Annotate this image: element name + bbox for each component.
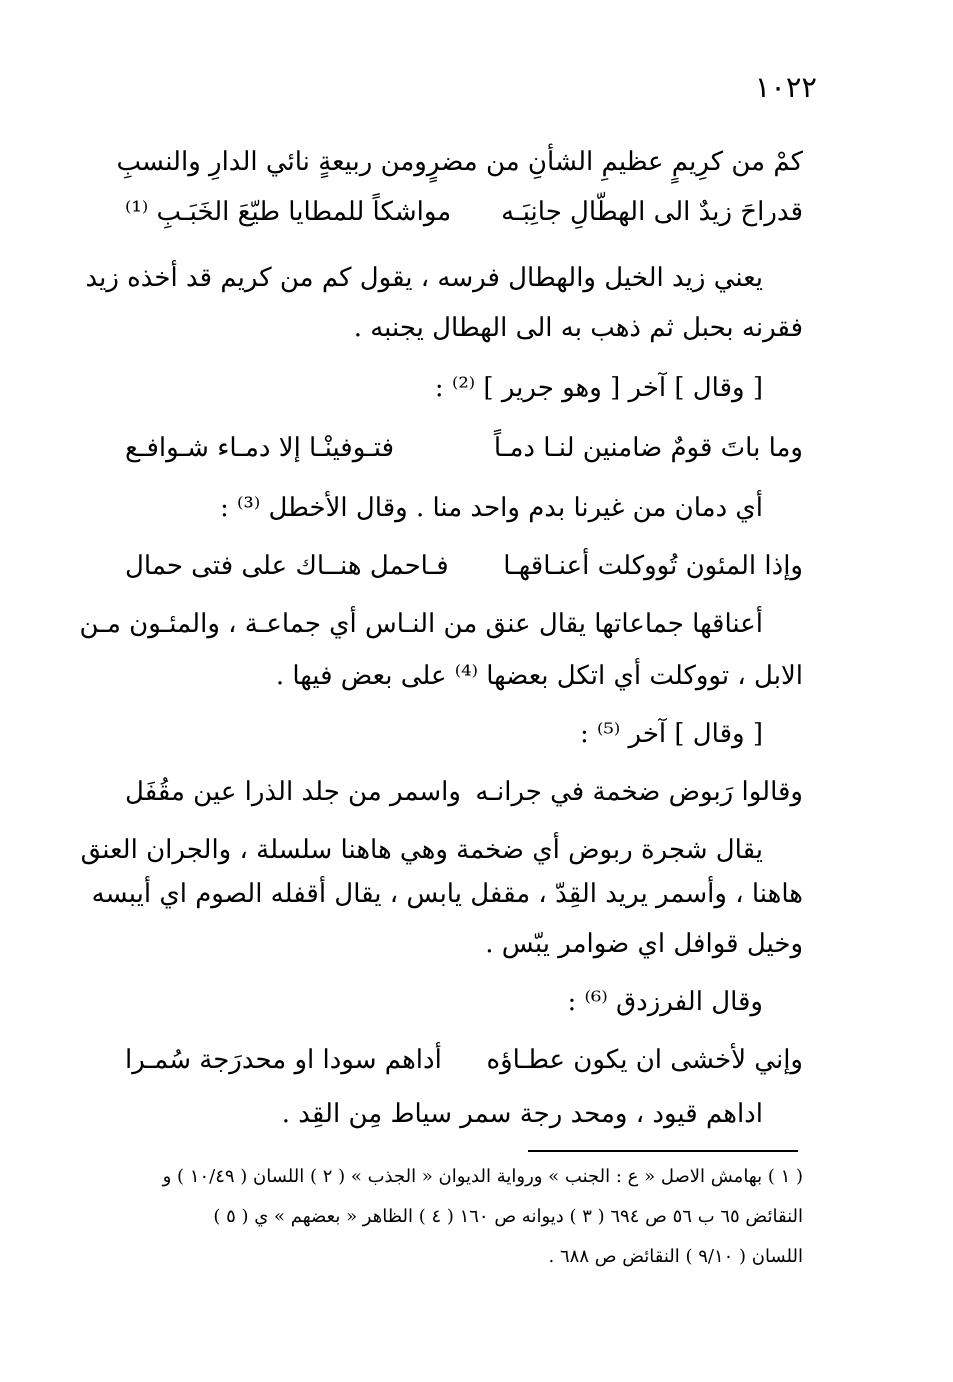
verse-second-hemistich: ومن ربيعةٍ نائي الدارِ والنسبِ [116, 147, 427, 177]
poem-intro: [ وقال ] آخر [ وهو جرير ] ⁽²⁾ : [434, 373, 763, 403]
footnote-divider [528, 1150, 798, 1152]
verse-line [125, 546, 803, 586]
commentary-line: وخيل قوافل اي ضوامر يبّس . [485, 929, 803, 959]
verse-first-hemistich: كمْ من كرِيمٍ عظيمِ الشأنِ من مضرٍ [426, 147, 803, 177]
verse-second-hemistich: واسمر من جلد الذرا عين مقُفَل [125, 777, 461, 807]
verse-first-hemistich: وما باتَ قومٌ ضامنين لنـا دمـاً [493, 433, 803, 463]
verse-second-hemistich: فـاحمل هنــاك على فتى حمال [125, 551, 449, 581]
footnote-line: النقائض ٦٥ ب ٥٦ ص ٦٩٤ ( ٣ ) ديوانه ص ١٦٠ ( ٤ ) الظاهر « بعضهم » ي ( ٥ ) [213, 1206, 803, 1227]
verse-line [125, 772, 803, 812]
commentary-line: هاهنا ، وأسمر يريد القِدّ ، مقفل يابس ، يقال أقفله الصوم اي أيبسه [91, 879, 803, 909]
footnote-line: ( ١ ) بهامش الاصل « ع : الجنب » ورواية الديوان « الجذب » ( ٢ ) اللسان ( ١٠/٤٩ ) و [162, 1166, 803, 1187]
commentary-line: أي دمان من غيرنا بدم واحد منا . وقال الأخطل ⁽³⁾ : [219, 493, 763, 523]
commentary-line: أعناقها جماعاتها يقال عنق من النـاس أي جماعـة ، والمئـون مـن [79, 609, 763, 639]
verse-second-hemistich: أداهم سودا او محدرَجة سُمـرا [125, 1045, 442, 1075]
verse-line [125, 192, 803, 232]
commentary-line: فقرنه بحبل ثم ذهب به الى الهطال يجنبه . [353, 313, 803, 343]
verse-first-hemistich: وقالوا رَبوض ضخمة في جرانـه [475, 777, 803, 807]
commentary-line: يقال شجرة ربوض أي ضخمة وهي هاهنا سلسلة ، والجران العنق [80, 835, 763, 865]
commentary-line: يعني زيد الخيل والهطال فرسه ، يقول كم من كريم قد أخذه زيد [85, 263, 763, 293]
verse-first-hemistich: قدراحَ زيدٌ الى الهطّالِ جانِبَـه [501, 197, 803, 227]
verse-first-hemistich: وإذا المئون تُووكلت أعنـاقهـا [503, 551, 803, 581]
verse-line [116, 142, 803, 182]
commentary-line: اداهم قيود ، ومحد رجة سمر سياط مِن القِد . [281, 1099, 763, 1129]
verse-line [125, 428, 803, 468]
poem-intro: وقال الفرزدق ⁽⁶⁾ : [567, 987, 763, 1017]
footnote-line: اللسان ( ٩/١٠ ) النقائض ص ٦٨٨ . [548, 1246, 803, 1267]
verse-second-hemistich: مواشكاً للمطايا طيّعَ الخَبَـبِ ⁽¹⁾ [125, 197, 452, 227]
verse-second-hemistich: فتـوفينْـا إلا دمـاء شـوافـع [125, 433, 395, 463]
verse-line [125, 1040, 803, 1080]
commentary-line: الابل ، تووكلت أي اتكل بعضها ⁽⁴⁾ على بعض فيها . [275, 661, 803, 691]
poem-intro: [ وقال ] آخر ⁽⁵⁾ : [579, 719, 763, 749]
page-number: ١٠٢٢ [754, 70, 817, 104]
verse-first-hemistich: وإني لأخشى ان يكون عطـاؤه [486, 1045, 803, 1075]
